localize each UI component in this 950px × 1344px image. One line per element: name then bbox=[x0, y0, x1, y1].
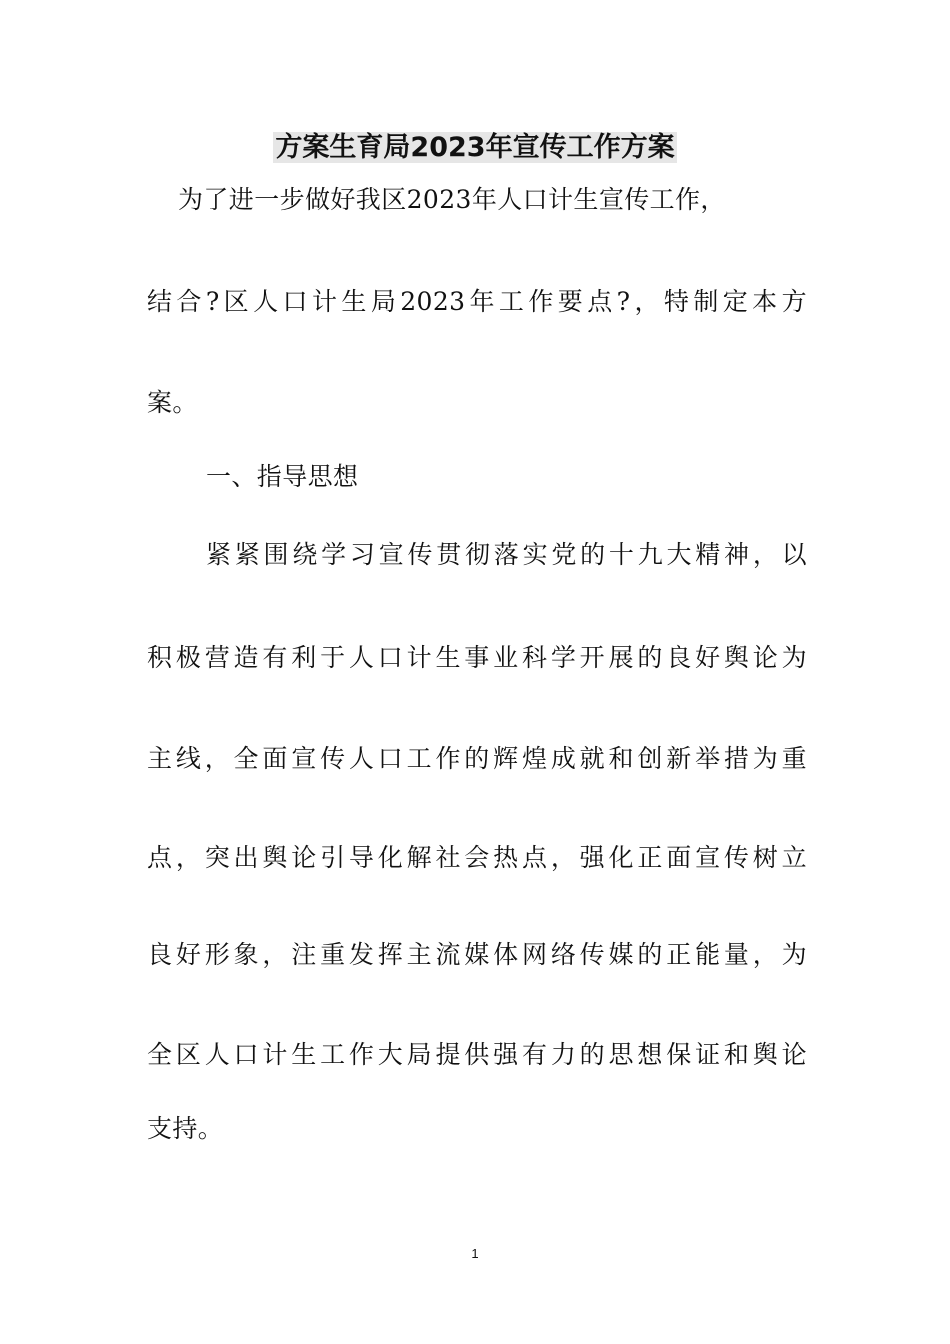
document-title bbox=[0, 128, 950, 168]
paragraph-line: 案。 bbox=[147, 388, 198, 417]
paragraph-line: 全区人口计生工作大局提供强有力的思想保证和舆论 bbox=[147, 1040, 807, 1069]
paragraph-line: 良好形象，注重发挥主流媒体网络传媒的正能量，为 bbox=[147, 940, 807, 969]
document-title-text: 方案生育局2023年宣传工作方案 bbox=[275, 132, 675, 163]
paragraph-line: 紧紧围绕学习宣传贯彻落实党的十九大精神，以 bbox=[206, 540, 807, 569]
paragraph-line: 支持。 bbox=[147, 1114, 224, 1143]
page-number: 1 bbox=[471, 1246, 479, 1261]
paragraph-line: 主线，全面宣传人口工作的辉煌成就和创新举措为重 bbox=[147, 744, 807, 773]
section-heading: 一、指导思想 bbox=[206, 462, 359, 491]
paragraph-line: 积极营造有利于人口计生事业科学开展的良好舆论为 bbox=[147, 643, 807, 672]
paragraph-line: 点，突出舆论引导化解社会热点，强化正面宣传树立 bbox=[147, 843, 807, 872]
paragraph-line: 为了进一步做好我区2023年人口计生宣传工作， bbox=[178, 185, 726, 214]
paragraph-line: 结合?区人口计生局2023年工作要点?，特制定本方 bbox=[147, 287, 807, 316]
